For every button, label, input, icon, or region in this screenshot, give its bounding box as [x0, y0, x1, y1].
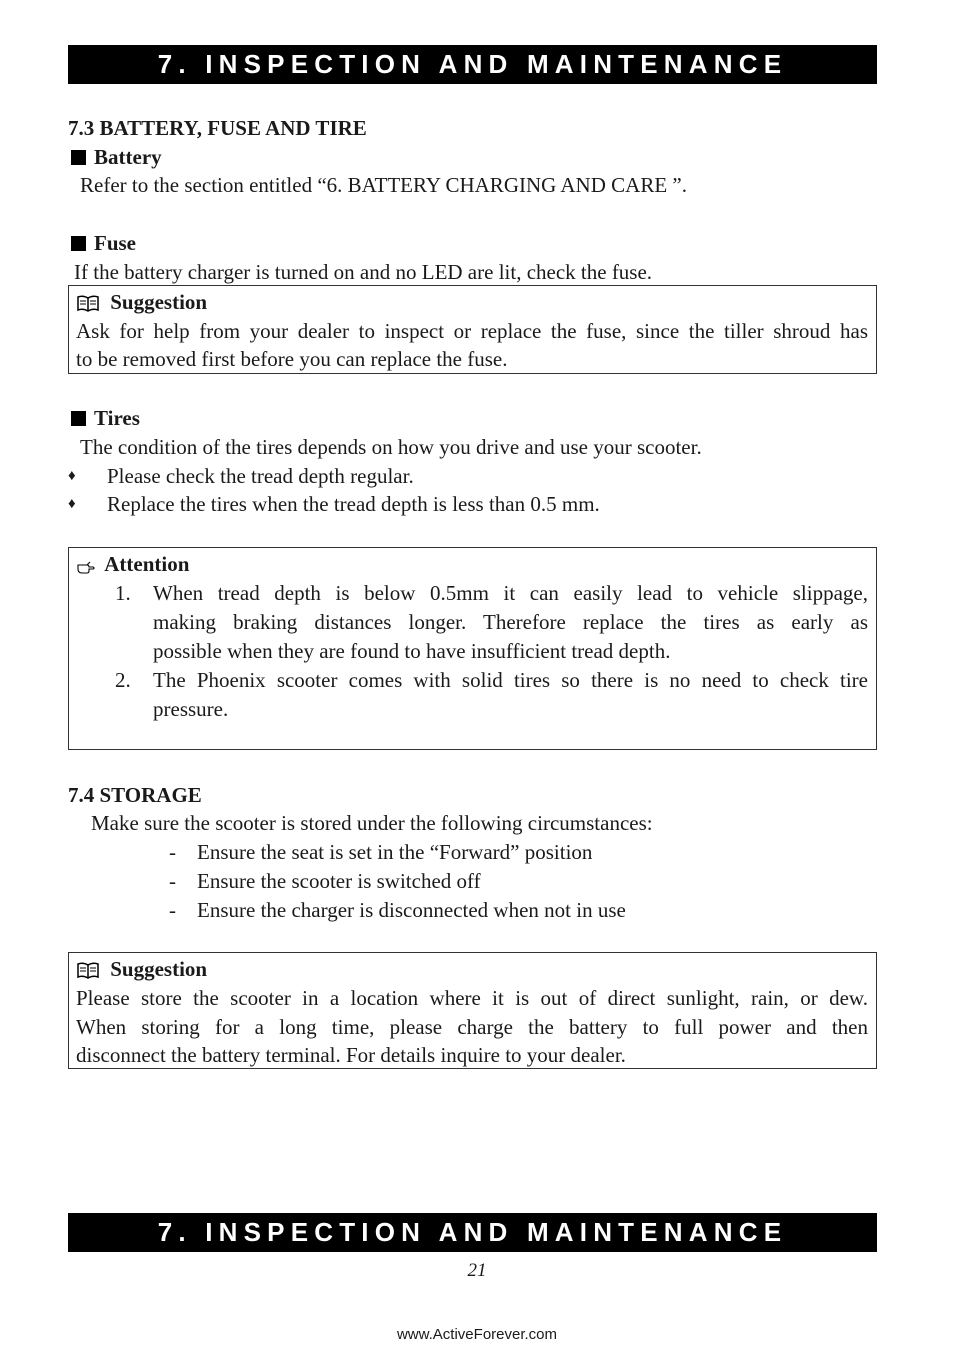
attention-item-1-number: 1.: [115, 581, 131, 605]
storage-dash: -: [169, 898, 176, 922]
storage-dash: -: [169, 869, 176, 893]
tires-bullet-2: Replace the tires when the tread depth is less than 0.5 mm.: [107, 492, 600, 516]
storage-suggestion-title-text: Suggestion: [110, 957, 208, 981]
section-7-4-heading: 7.4 STORAGE: [68, 783, 202, 807]
battery-title-text: Battery: [94, 145, 162, 169]
attention-item-2-number: 2.: [115, 668, 131, 692]
footer-url: www.ActiveForever.com: [396, 1326, 558, 1343]
storage-item-3: Ensure the charger is disconnected when not in use: [197, 898, 626, 922]
fuse-suggestion-box: [68, 285, 877, 374]
fuse-suggestion-line-2: to be removed first before you can replace the fuse.: [76, 347, 508, 371]
header-banner: [68, 45, 877, 84]
footer-banner: [68, 1213, 877, 1252]
black-square-icon: [71, 411, 86, 426]
storage-intro: Make sure the scooter is stored under the following circumstances:: [91, 811, 653, 835]
storage-suggestion-line-3: disconnect the battery terminal. For details inquire to your dealer.: [76, 1043, 626, 1067]
storage-dash: -: [169, 840, 176, 864]
open-book-icon: [77, 957, 104, 981]
fuse-suggestion-line-1: Ask for help from your dealer to inspect or replace the fuse, since the tiller shroud has: [76, 319, 868, 343]
storage-suggestion-line-2: When storing for a long time, please charge the battery to full power and then: [76, 1015, 868, 1039]
attention-item-1-line-2: making braking distances longer. Therefore replace the tires as early as: [153, 610, 868, 634]
attention-item-2-line-2: pressure.: [153, 697, 229, 721]
fuse-suggestion-title-text: Suggestion: [110, 290, 208, 314]
storage-suggestion-line-1: Please store the scooter in a location where it is out of direct sunlight, rain, or dew.: [76, 986, 868, 1010]
fuse-title: [71, 229, 136, 258]
attention-title-text: Attention: [104, 552, 190, 576]
open-book-icon: [77, 290, 104, 314]
black-square-icon: [71, 150, 86, 165]
battery-text: Refer to the section entitled “6. BATTERY CHARGING AND CARE ”.: [80, 173, 687, 197]
tires-bullet-1: Please check the tread depth regular.: [107, 464, 414, 488]
header-banner-text: 7. INSPECTION AND MAINTENANCE: [157, 49, 788, 79]
black-square-icon: [71, 236, 86, 251]
tires-title: [71, 404, 140, 433]
storage-item-2: Ensure the scooter is switched off: [197, 869, 481, 893]
fuse-suggestion-title: [77, 288, 207, 317]
storage-item-1: Ensure the seat is set in the “Forward” position: [197, 840, 593, 864]
black-diamond-icon: ♦: [68, 468, 76, 484]
footer-banner-text: 7. INSPECTION AND MAINTENANCE: [157, 1217, 788, 1247]
battery-title: [71, 143, 162, 172]
fuse-text: If the battery charger is turned on and no LED are lit, check the fuse.: [74, 260, 653, 284]
black-diamond-icon: ♦: [68, 496, 76, 512]
attention-title: [77, 550, 189, 579]
pointing-hand-icon: [77, 552, 100, 576]
tires-text: The condition of the tires depends on how you drive and use your scooter.: [80, 435, 702, 459]
section-7-3-heading: 7.3 BATTERY, FUSE AND TIRE: [68, 116, 367, 140]
storage-suggestion-title: [77, 955, 207, 984]
tires-title-text: Tires: [94, 406, 140, 430]
attention-item-1-line-1: When tread depth is below 0.5mm it can easily lead to vehicle slippage,: [153, 581, 868, 605]
attention-item-1-line-3: possible when they are found to have insufficient tread depth.: [153, 639, 671, 663]
storage-suggestion-box: [68, 952, 877, 1069]
attention-box: [68, 547, 877, 750]
fuse-title-text: Fuse: [94, 231, 136, 255]
attention-item-2-line-1: The Phoenix scooter comes with solid tires so there is no need to check tire: [153, 668, 868, 692]
page-number: 21: [467, 1260, 487, 1281]
